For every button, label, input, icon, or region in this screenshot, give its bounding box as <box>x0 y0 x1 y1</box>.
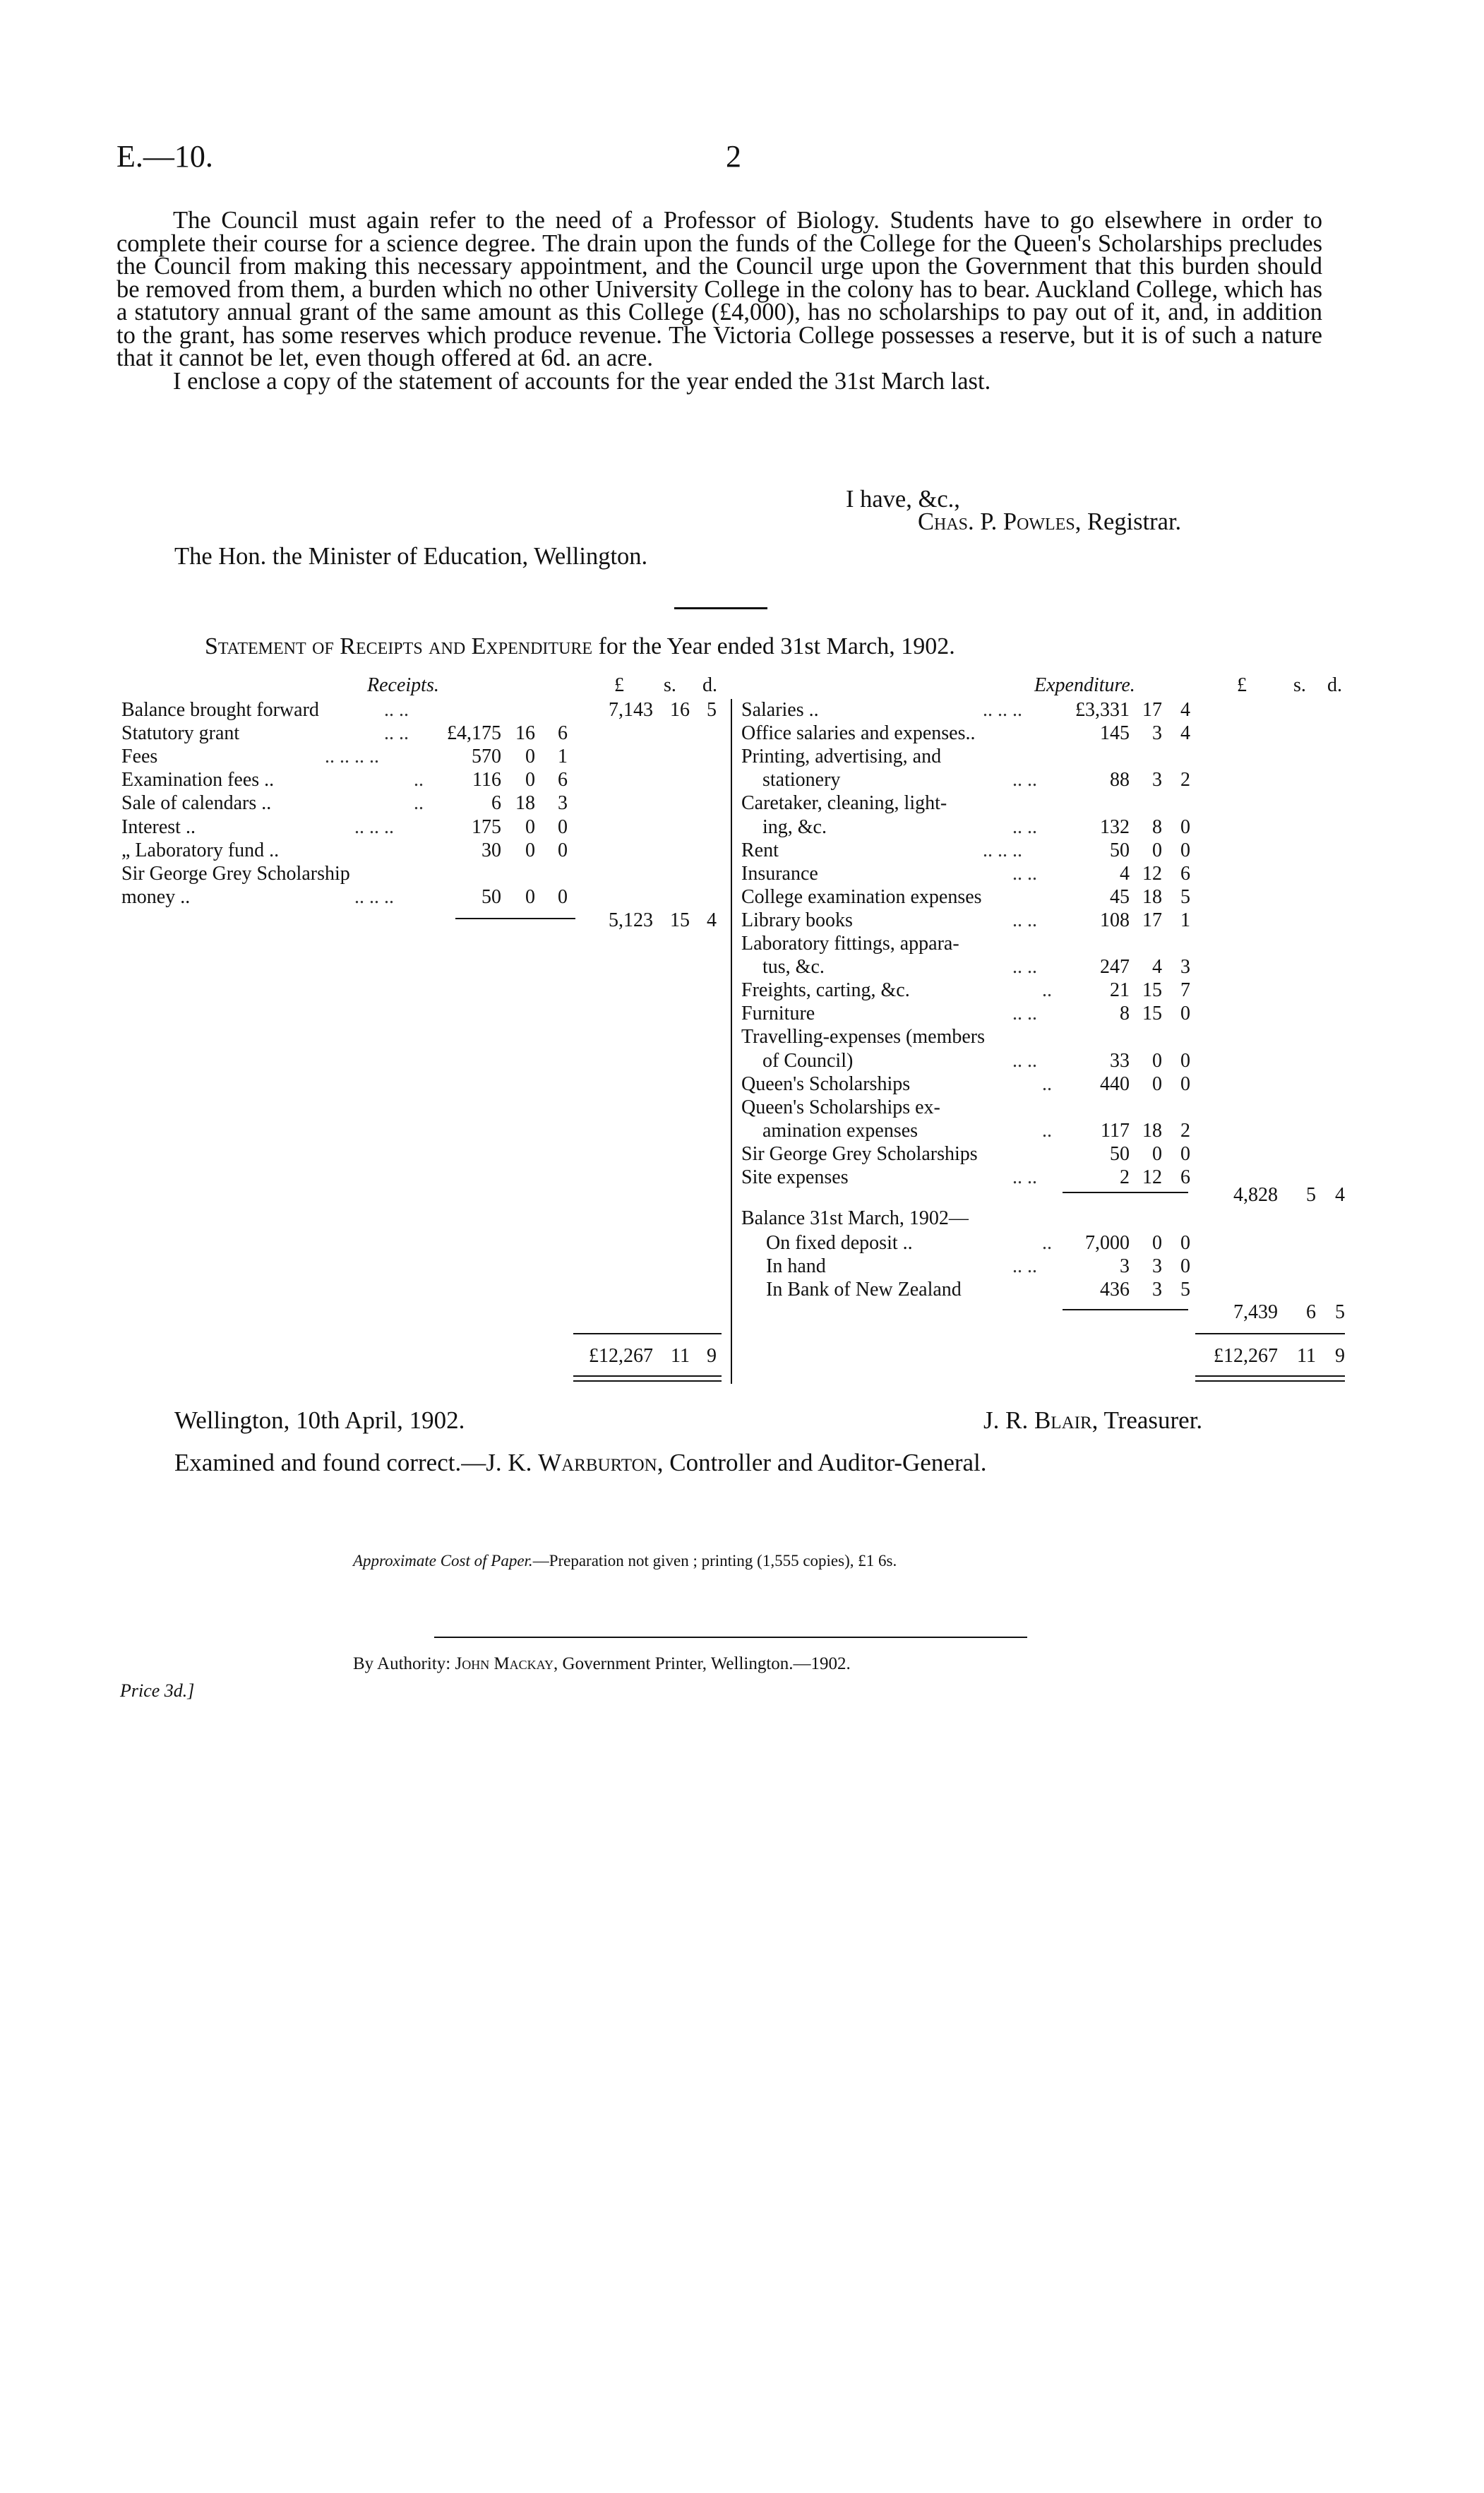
expenditure-row-pence: 4 <box>1180 699 1190 721</box>
balance-row-pounds: 7,000 <box>1085 1232 1130 1254</box>
grand-total-left-shillings: 11 <box>671 1345 690 1367</box>
place-date: Wellington, 10th April, 1902. <box>174 1406 465 1434</box>
receipt-row-pounds: 6 <box>491 792 501 815</box>
expenditure-row-pounds: £3,331 <box>1075 699 1130 721</box>
receipt-row-pounds: 116 <box>472 769 501 791</box>
expenditure-row-pence: 2 <box>1180 1119 1190 1142</box>
expenditure-subtotal-shillings: 5 <box>1306 1184 1316 1206</box>
authority-rule <box>434 1637 1027 1638</box>
receipts-subtotal-pounds: 5,123 <box>609 909 653 931</box>
grand-total-left-top-rule <box>573 1333 722 1334</box>
expenditure-row-shillings: 12 <box>1142 1166 1162 1188</box>
expenditure-row-pence: 0 <box>1180 1142 1190 1165</box>
expenditure-row-label: Travelling-expenses (members <box>741 1026 985 1048</box>
expenditure-row-shillings: 17 <box>1142 909 1162 931</box>
balance-row-shillings: 0 <box>1152 1232 1162 1254</box>
statement-title-rest: for the Year ended 31st March, 1902. <box>592 633 955 659</box>
receipt-row-pence: 6 <box>558 722 568 745</box>
expenditure-row-shillings: 18 <box>1142 1119 1162 1142</box>
receipts-pounds-heading: £ <box>614 674 624 696</box>
cost-label: Approximate Cost of Paper. <box>353 1552 533 1570</box>
balance-heading: Balance 31st March, 1902— <box>741 1207 969 1229</box>
expenditure-row-leader-dots: .. .. <box>1012 862 1037 885</box>
receipt-row-pence: 0 <box>558 839 568 861</box>
cost-text: —Preparation not given ; printing (1,555 copies), £1 6s. <box>532 1552 897 1570</box>
expenditure-row-label: Rent <box>741 839 779 861</box>
expenditure-row-shillings: 0 <box>1152 1072 1162 1095</box>
expenditure-row-label: Library books <box>741 909 853 931</box>
expenditure-row-label: Freights, carting, &c. <box>741 979 910 1002</box>
expenditure-row-leader-dots: .. .. <box>1012 769 1037 791</box>
receipts-pence-heading: d. <box>702 674 717 696</box>
balance-row-pence: 5 <box>1180 1279 1190 1301</box>
receipt-row-shillings: 18 <box>515 792 535 815</box>
expenditure-row-pence: 1 <box>1180 909 1190 931</box>
expenditure-row-pence: 4 <box>1180 722 1190 745</box>
receipt-row-label: Statutory grant <box>121 722 240 745</box>
balance-row-label: On fixed deposit .. <box>766 1232 913 1254</box>
expenditure-row-shillings: 8 <box>1152 815 1162 838</box>
expenditure-row-label: College examination expenses <box>741 885 982 908</box>
receipt-row-label: „ Laboratory fund .. <box>121 839 280 861</box>
grand-total-right-rule-1 <box>1195 1375 1345 1377</box>
expenditure-row-leader-dots: .. .. <box>1012 1003 1037 1025</box>
expenditure-row-label: amination expenses <box>762 1119 918 1142</box>
grand-total-right-shillings: 11 <box>1297 1345 1316 1367</box>
receipt-row-shillings: 16 <box>515 722 535 745</box>
expenditure-row-shillings: 15 <box>1142 979 1162 1002</box>
expenditure-row-pence: 0 <box>1180 815 1190 838</box>
expenditure-row-label: Site expenses <box>741 1166 849 1188</box>
receipt-row-shillings: 0 <box>525 885 535 908</box>
receipt-row-label: Sir George Grey Scholarship <box>121 862 350 885</box>
receipts-heading: Receipts. <box>367 674 439 696</box>
receipt-row-pence: 6 <box>558 769 568 791</box>
signature-name: Chas. P. Powles <box>918 508 1075 535</box>
grand-total-right-pence: 9 <box>1335 1345 1345 1367</box>
expenditure-row-label: Insurance <box>741 862 818 885</box>
expenditure-row-pence: 2 <box>1180 769 1190 791</box>
expenditure-row-pence: 6 <box>1180 862 1190 885</box>
balance-row-leader-dots: .. <box>1042 1232 1052 1254</box>
printer-name: John Mackay <box>455 1654 554 1673</box>
letter-addressee: The Hon. the Minister of Education, Wellington. <box>174 543 648 570</box>
expenditure-pence-heading: d. <box>1327 674 1342 696</box>
expenditure-row-pence: 0 <box>1180 839 1190 861</box>
expenditure-row-label: ing, &c. <box>762 815 827 838</box>
cost-note <box>353 1552 897 1570</box>
expenditure-row-shillings: 3 <box>1152 722 1162 745</box>
balance-row-leader-dots: .. .. <box>1012 1255 1037 1277</box>
grand-total-right-pounds: £12,267 <box>1214 1345 1278 1367</box>
expenditure-row-shillings: 0 <box>1152 839 1162 861</box>
expenditure-row-shillings: 17 <box>1142 699 1162 721</box>
receipt-row-leader-dots: .. .. .. .. <box>325 746 379 768</box>
expenditure-row-pounds: 33 <box>1110 1049 1130 1072</box>
receipt-row-shillings: 0 <box>525 839 535 861</box>
letter-closing: I have, &c., <box>846 486 960 513</box>
authority-line <box>353 1654 851 1674</box>
expenditure-row-label: stationery <box>762 769 841 791</box>
expenditure-pounds-heading: £ <box>1237 674 1247 696</box>
receipt-row-pence: 0 <box>558 815 568 838</box>
expenditure-row-label: tus, &c. <box>762 956 825 979</box>
receipt-row-label: Sale of calendars .. <box>121 792 272 815</box>
receipt-row-leader-dots: .. .. .. <box>354 815 394 838</box>
balance-row-pence: 0 <box>1180 1255 1190 1277</box>
expenditure-row-label: of Council) <box>762 1049 854 1072</box>
receipt-row-leader-dots: .. <box>414 792 424 815</box>
expenditure-row-pence: 0 <box>1180 1003 1190 1025</box>
expenditure-row-pounds: 108 <box>1100 909 1130 931</box>
expenditure-subtotal-pence: 4 <box>1335 1184 1345 1206</box>
expenditure-row-leader-dots: .. .. <box>1012 909 1037 931</box>
receipt-row-pounds: £4,175 <box>447 722 501 745</box>
expenditure-row-pounds: 88 <box>1110 769 1130 791</box>
expenditure-row-label: Queen's Scholarships <box>741 1072 911 1095</box>
receipt-row-pounds: 50 <box>481 885 501 908</box>
receipt-row-label: money .. <box>121 885 191 908</box>
authority-suffix: , Government Printer, Wellington.—1902. <box>553 1654 851 1673</box>
price: Price 3d.] <box>120 1680 195 1701</box>
receipt-row-shillings: 0 <box>525 746 535 768</box>
expenditure-row-pounds: 117 <box>1101 1119 1130 1142</box>
balance-total-pence: 5 <box>1335 1301 1345 1323</box>
receipt-row-pence: 0 <box>558 885 568 908</box>
grand-total-left-pence: 9 <box>707 1345 717 1367</box>
receipt-row-pence: 3 <box>558 792 568 815</box>
statement-title-main: Statement of Receipts and Expenditure <box>205 633 593 659</box>
expenditure-row-shillings: 18 <box>1142 885 1162 908</box>
receipt-row-label: Examination fees .. <box>121 769 275 791</box>
letter-paragraph-2: I enclose a copy of the statement of accounts for the year ended the 31st March last. <box>173 367 991 395</box>
section-divider <box>674 607 767 609</box>
column-separator <box>731 699 732 1384</box>
page-number: 2 <box>726 139 741 174</box>
expenditure-row-pence: 7 <box>1180 979 1190 1002</box>
receipt-row-pounds: 570 <box>472 746 501 768</box>
expenditure-row-pence: 0 <box>1180 1049 1190 1072</box>
expenditure-heading: Expenditure. <box>1034 674 1135 696</box>
expenditure-row-pounds: 2 <box>1120 1166 1130 1188</box>
expenditure-row-leader-dots: .. .. <box>1012 815 1037 838</box>
statement-title <box>205 633 955 660</box>
signature-role: , Registrar. <box>1075 508 1182 535</box>
expenditure-row-pounds: 50 <box>1110 1142 1130 1165</box>
receipt-row-leader-dots: .. .. <box>384 699 409 721</box>
expenditure-row-pence: 5 <box>1180 885 1190 908</box>
expenditure-row-shillings: 12 <box>1142 862 1162 885</box>
expenditure-row-shillings: 0 <box>1152 1049 1162 1072</box>
receipt-row-label: Interest .. <box>121 815 196 838</box>
expenditure-row-pounds: 21 <box>1110 979 1130 1002</box>
balance-row-shillings: 3 <box>1152 1255 1162 1277</box>
expenditure-row-pounds: 145 <box>1100 722 1130 745</box>
balance-total-pounds: 7,439 <box>1233 1301 1278 1323</box>
receipts-shillings-heading: s. <box>664 674 676 696</box>
expenditure-row-shillings: 3 <box>1152 769 1162 791</box>
expenditure-shillings-heading: s. <box>1293 674 1306 696</box>
expenditure-row-pence: 6 <box>1180 1166 1190 1188</box>
expenditure-row-pounds: 247 <box>1100 956 1130 979</box>
receipt-row-shillings: 0 <box>525 815 535 838</box>
letter-paragraph-1: The Council must again refer to the need of a Professor of Biology. Students have to go elsewhere in order to complete their course for a science degree. The drain upon the funds of the College for the Queen's Scholarships precludes the Council from making this necessary appointment, and the Council urge upon the Government that this burden should be removed from them, a burden which no other University College in the colony has to bear. Auckland College, which has a statutory annual grant of the same amount as this College (£4,000), has no scholarships to pay out of it, and, in addition to the grant, has some reserves which produce revenue. The Victoria College possesses a reserve, but it is of such a nature that it cannot be let, even though offered at 6d. an acre. <box>116 207 1322 371</box>
receipt-row-label: Fees <box>121 746 158 768</box>
receipt-row-pounds: 30 <box>481 839 501 861</box>
expenditure-row-pounds: 45 <box>1110 885 1130 908</box>
treasurer-role: , Treasurer. <box>1091 1406 1203 1434</box>
receipt-row-shillings: 0 <box>525 769 535 791</box>
expenditure-row-label: Sir George Grey Scholarships <box>741 1142 978 1165</box>
receipt-row-leader-dots: .. <box>414 769 424 791</box>
balance-row-pence: 0 <box>1180 1232 1190 1254</box>
receipts-balance-pounds: 7,143 <box>609 699 653 721</box>
treasurer-signature <box>983 1406 1202 1435</box>
expenditure-row-label: Queen's Scholarships ex- <box>741 1096 940 1118</box>
document-ref: E.—10. <box>116 139 213 174</box>
expenditure-subtotal-rule <box>1063 1192 1188 1193</box>
expenditure-row-leader-dots: .. <box>1042 1119 1052 1142</box>
receipt-row-pounds: 175 <box>472 815 501 838</box>
expenditure-row-leader-dots: .. .. .. <box>983 699 1022 721</box>
expenditure-row-leader-dots: .. <box>1042 1072 1052 1095</box>
expenditure-row-leader-dots: .. <box>1042 979 1052 1002</box>
balance-total-rule <box>1063 1309 1188 1310</box>
expenditure-subtotal-pounds: 4,828 <box>1233 1184 1278 1206</box>
expenditure-row-leader-dots: .. .. <box>1012 1166 1037 1188</box>
examined-suffix: , Controller and Auditor-General. <box>657 1449 987 1476</box>
balance-row-shillings: 3 <box>1152 1279 1162 1301</box>
expenditure-row-label: Printing, advertising, and <box>741 746 942 768</box>
expenditure-row-label: Caretaker, cleaning, light- <box>741 792 947 815</box>
receipts-subtotal-shillings: 15 <box>670 909 690 931</box>
expenditure-row-shillings: 4 <box>1152 956 1162 979</box>
expenditure-row-label: Salaries .. <box>741 699 819 721</box>
expenditure-row-label: Office salaries and expenses.. <box>741 722 976 745</box>
grand-total-left-rule-1 <box>573 1375 722 1377</box>
receipts-subtotal-rule <box>455 918 575 919</box>
balance-row-label: In Bank of New Zealand <box>766 1279 962 1301</box>
balance-row-pounds: 3 <box>1120 1255 1130 1277</box>
grand-total-right-rule-2 <box>1195 1380 1345 1382</box>
receipts-balance-shillings: 16 <box>670 699 690 721</box>
receipt-row-leader-dots: .. .. <box>384 722 409 745</box>
balance-total-shillings: 6 <box>1306 1301 1316 1323</box>
expenditure-row-pounds: 440 <box>1100 1072 1130 1095</box>
examined-prefix: Examined and found correct.—J. K. <box>174 1449 539 1476</box>
expenditure-row-pounds: 8 <box>1120 1003 1130 1025</box>
expenditure-row-shillings: 0 <box>1152 1142 1162 1165</box>
expenditure-row-pence: 3 <box>1180 956 1190 979</box>
balance-row-pounds: 436 <box>1100 1279 1130 1301</box>
grand-total-left-pounds: £12,267 <box>589 1345 653 1367</box>
authority-prefix: By Authority: <box>353 1654 455 1673</box>
grand-total-left-rule-2 <box>573 1380 722 1382</box>
grand-total-right-top-rule <box>1195 1333 1345 1334</box>
expenditure-row-pence: 0 <box>1180 1072 1190 1095</box>
receipt-row-leader-dots: .. .. .. <box>354 885 394 908</box>
receipt-row-label: Balance brought forward <box>121 699 319 721</box>
expenditure-row-leader-dots: .. .. <box>1012 1049 1037 1072</box>
expenditure-row-leader-dots: .. .. <box>1012 956 1037 979</box>
expenditure-row-pounds: 50 <box>1110 839 1130 861</box>
expenditure-row-label: Furniture <box>741 1003 815 1025</box>
expenditure-row-pounds: 132 <box>1100 815 1130 838</box>
expenditure-row-label: Laboratory fittings, appara- <box>741 933 959 955</box>
treasurer-name: J. R. Blair <box>983 1406 1092 1434</box>
receipts-subtotal-pence: 4 <box>707 909 717 931</box>
balance-row-label: In hand <box>766 1255 826 1277</box>
letter-signature <box>918 508 1181 536</box>
expenditure-row-pounds: 4 <box>1120 862 1130 885</box>
letter-body <box>116 209 1322 393</box>
receipts-balance-pence: 5 <box>707 699 717 721</box>
expenditure-row-shillings: 15 <box>1142 1003 1162 1025</box>
receipt-row-pence: 1 <box>558 746 568 768</box>
auditor-name: Warburton <box>538 1449 657 1476</box>
examined-line <box>174 1449 987 1477</box>
expenditure-row-leader-dots: .. .. .. <box>983 839 1022 861</box>
